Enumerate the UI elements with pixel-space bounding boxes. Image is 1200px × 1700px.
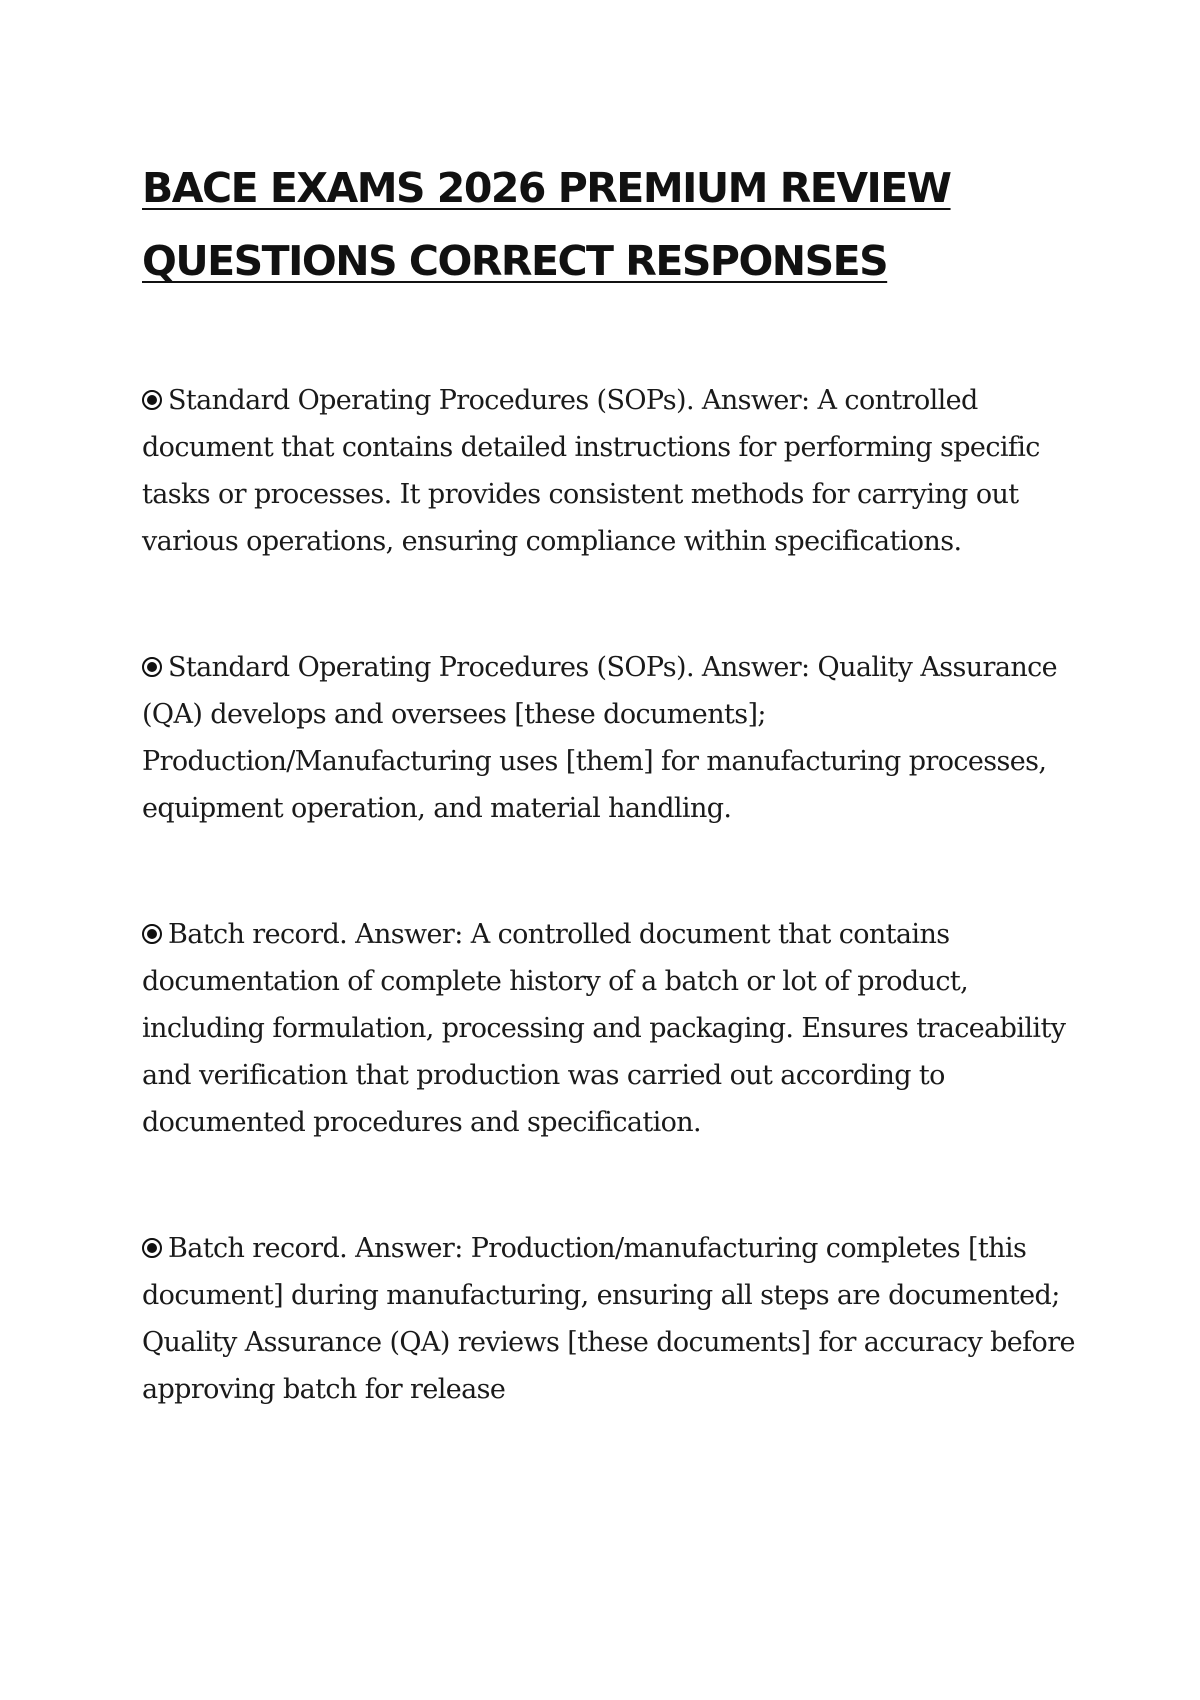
qa-entry-text: Standard Operating Procedures (SOPs). Answer: Quality Assurance (QA) develops and oversees [these documents]; Production/Manufacturing uses [them] for manufacturing processes, equipment operation, and material handling. [142, 652, 1058, 824]
qa-entry-text: Batch record. Answer: Production/manufacturing completes [this document] during manufacturing, ensuring all steps are documented; Quality Assurance (QA) reviews [these documents] for accuracy before approving batch for release [142, 1233, 1075, 1405]
radio-bullet-icon [142, 390, 162, 410]
qa-entry-text: Batch record. Answer: A controlled document that contains documentation of complete history of a batch or lot of product, including formulation, processing and packaging. Ensures traceability and verification that production was carried out according to documented procedures and specification. [142, 919, 1066, 1138]
document-title [142, 152, 1042, 298]
radio-bullet-icon [142, 657, 162, 677]
qa-entry-4 [142, 1225, 1077, 1413]
radio-bullet-icon [142, 1238, 162, 1258]
radio-bullet-icon [142, 924, 162, 944]
title-line-1: BACE EXAMS 2026 PREMIUM REVIEW [142, 164, 951, 212]
qa-entry-1 [142, 377, 1077, 565]
qa-entry-list [142, 377, 1077, 1413]
qa-entry-3 [142, 911, 1077, 1146]
qa-entry-text: Standard Operating Procedures (SOPs). Answer: A controlled document that contains detailed instructions for performing specific tasks or processes. It provides consistent methods for carrying out various operations, ensuring compliance within specifications. [142, 385, 1040, 557]
title-line-2: QUESTIONS CORRECT RESPONSES [142, 237, 888, 285]
qa-entry-2 [142, 644, 1077, 832]
